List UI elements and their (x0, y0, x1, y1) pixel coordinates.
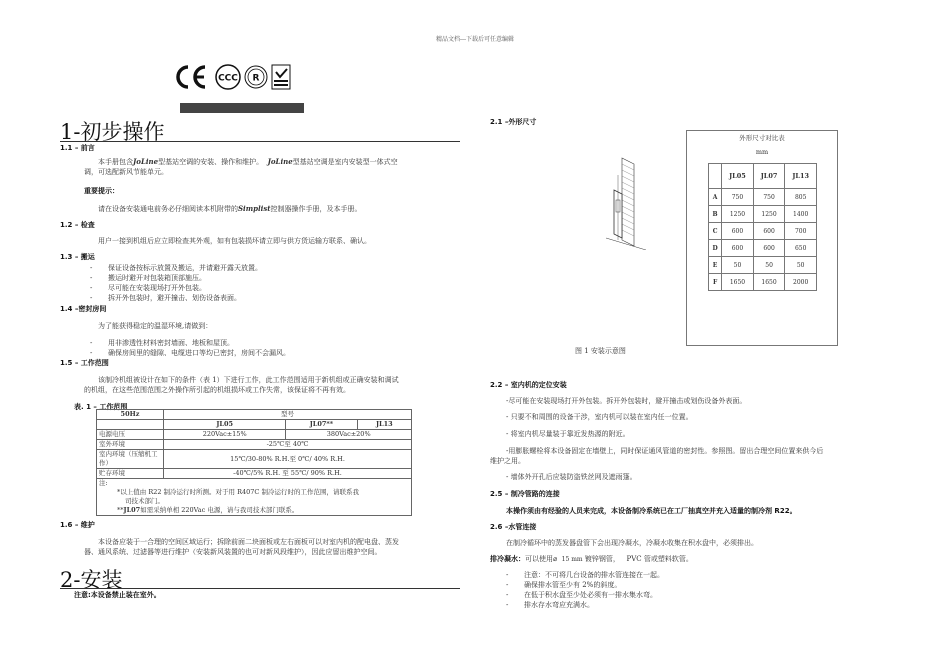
registered-mark-logo (245, 66, 267, 88)
page-title: 1-初步操作 (60, 120, 165, 144)
list-item: - 确保房间里的缝隙、电缆进口等均已密封，房间不会漏风。 (90, 348, 450, 358)
brand-name: JoLine (133, 157, 159, 166)
heading-rule (60, 141, 460, 142)
table-cell: 380Vac±20% (286, 430, 412, 440)
certification-logos (172, 62, 312, 92)
svg-text:CCC: CCC (218, 73, 238, 84)
table-cell: 750 (753, 189, 785, 206)
logo-strip (172, 62, 312, 92)
table-cell: 220Vac±15% (164, 430, 286, 440)
note-2-text: 如需采纳单相 220Vac 电源，请与我司技术部门联系。 (140, 506, 299, 514)
section-2-5-text: 本操作须由有经验的人员来完成，本设备制冷系统已在工厂抽真空并充入适量的制冷剂 R22。 (506, 507, 797, 515)
section-2-1-title: 2.1 –外形尺寸 (490, 118, 537, 126)
section-2-6-text: 在制冷循环中的蒸发器盘管下会出现冷凝水，冷凝水收集在积水盘中，必须排出。 (506, 539, 758, 547)
list-item: - 确保排水管至少有 2%的斜度。 (506, 580, 886, 590)
intro-text-b: 型基站空调的安装、操作和维护。 (158, 158, 264, 166)
working-range-table (96, 409, 412, 516)
ccc-mark-logo (216, 65, 240, 89)
section-2-2-title: 2.2 – 室内机的定位安装 (490, 381, 567, 389)
section-1-2-title: 1.2 – 检查 (60, 221, 95, 229)
table-cell (709, 164, 722, 189)
drain-size: 15 mm (561, 556, 583, 563)
intro-text-c: 型基站空调是室内安装型一体式空 (292, 158, 398, 166)
installation-figure (596, 150, 656, 250)
table-row (97, 420, 412, 430)
table-cell: 50 (785, 257, 817, 274)
list-item: - 用非渗透性材料密封墙面、地板和屋顶。 (90, 338, 450, 348)
table-cell: -25℃至 40℃ (164, 440, 412, 450)
table-cell (97, 420, 164, 430)
table-cell: 1250 (753, 206, 785, 223)
section-2-title: 2-安装 (60, 568, 123, 592)
important-notice-label: 重要提示： (84, 187, 119, 195)
table-cell: 1650 (722, 274, 754, 291)
table-cell: 1400 (785, 206, 817, 223)
table-cell: 1650 (753, 274, 785, 291)
brand-name-2: JoLine (267, 157, 293, 166)
install-warning: 注意:本设备禁止装在室外。 (74, 591, 161, 599)
note-2-model: JL07 (123, 506, 141, 514)
section-1-4-intro: 为了能获得稳定的温湿环境,请做到： (98, 322, 213, 330)
table-cell: 1250 (722, 206, 754, 223)
list-item: - 排水存水弯应充满水。 (506, 600, 886, 610)
table-cell: JL07 (753, 164, 785, 189)
table-cell: -40℃/5% R.H. 至 55℃/ 90% R.H. (164, 469, 412, 479)
table-row (709, 189, 817, 206)
table-cell: 600 (722, 240, 754, 257)
section-1-1-text (98, 157, 463, 167)
drain-line (490, 554, 890, 565)
section-1-5-text-2: 的机组，在这些范围范围之外操作所引起的机组损坏或工作失常，该保证将不再有效。 (84, 386, 350, 394)
note-1-cont: 司技术部门。 (125, 497, 164, 505)
table-row (709, 274, 817, 291)
controller-brand: Simplist (238, 204, 271, 213)
table-row (97, 450, 412, 469)
important-notice-text (98, 204, 463, 214)
table-row (709, 164, 817, 189)
table-cell: 贮存环境 (97, 469, 164, 479)
table-cell: JL05 (164, 420, 286, 430)
table-cell: 600 (753, 223, 785, 240)
section-1-4-title: 1.4 –密封房间 (60, 305, 107, 313)
table-cell: 50 (753, 257, 785, 274)
section-1-5-title: 1.5 – 工作范围 (60, 359, 109, 367)
table-1-caption: 表. 1 – 工作范围 (74, 403, 128, 411)
table-cell: B (709, 206, 722, 223)
section-2-2-line-1: -尽可能在安装现场打开外包装。拆开外包装时，避开撞击或划伤设备外表面。 (506, 397, 747, 405)
section-1-3-title: 1.3 – 搬运 (60, 253, 95, 261)
notice-text-b: 控制器操作手册，及本手册。 (270, 205, 362, 213)
section-2-2-line-4: -用膨胀螺栓将本设备固定在墙壁上，同时保证通风管道的密封性。参照图。留出合理空间位置来供今后 (506, 447, 824, 455)
section-2-2-line-3: - 将室内机尽量装于靠近发热源的附近。 (506, 430, 630, 438)
dimension-unit: mm (755, 148, 769, 156)
section-1-5-text-1: 该制冷机组被设计在如下的条件（表 1）下进行工作，此工作范围适用于新机组或正确安装和调试 (98, 376, 399, 384)
table-cell: F (709, 274, 722, 291)
section-1-1-text-line2: 调，可选配新风节能单元。 (84, 168, 168, 176)
table-cell: C (709, 223, 722, 240)
pipe-diameter-icon: ⌀ (553, 555, 558, 563)
table-cell: 50 (722, 257, 754, 274)
table-cell: 电源电压 (97, 430, 164, 440)
table-row (709, 257, 817, 274)
page-watermark: 精品文档---下载后可任意编辑 (435, 36, 515, 43)
section-2-2-line-2: - 只要不和周围的设备干涉，室内机可以装在室内任一位置。 (506, 413, 693, 421)
list-item: - 注意：不可将几台设备的排水管连接在一起。 (506, 570, 886, 580)
section-1-6-title: 1.6 – 维护 (60, 521, 95, 529)
intro-text-a: 本手册包含 (98, 158, 133, 166)
note-label: 注: (99, 479, 108, 487)
list-item: - 保证设备按标示放置及搬运，并请避开露天放置。 (90, 263, 450, 273)
dimension-table-title: 外形尺寸对比表 (739, 134, 785, 142)
table-cell: 室外环境 (97, 440, 164, 450)
list-item: - 搬运时避开对包装箱顶部施压。 (90, 273, 450, 283)
svg-text:R: R (252, 73, 260, 84)
list-item: - 在低于积水盘至少处必须有一排水集水弯。 (506, 590, 886, 600)
unit-sketch (596, 150, 656, 250)
drain-notes-list (506, 570, 886, 610)
note-2 (99, 506, 409, 515)
dimension-box (686, 130, 838, 346)
table-cell: E (709, 257, 722, 274)
table-notes-cell (97, 479, 412, 516)
table-cell: 650 (785, 240, 817, 257)
table-row (97, 410, 412, 420)
logo-caption-bar (180, 103, 304, 113)
section-2-5-title: 2.5 – 制冷管路的连接 (490, 490, 560, 498)
section-2-2-line-4-cont: 维护之用。 (490, 457, 525, 465)
list-item: - 拆开外包装时，避开撞击、划伤设备表面。 (90, 293, 450, 303)
section-1-6-text-2: 器、通风系统、过滤器等进行维护（安装新风装置的也可对新风段维护），因此应留出维护空间。 (84, 548, 382, 556)
table-cell: JL07** (286, 420, 357, 430)
table-cell: JL13 (785, 164, 817, 189)
list-item: - 尽可能在安装现场打开外包装。 (90, 283, 450, 293)
table-row (709, 240, 817, 257)
table-cell: A (709, 189, 722, 206)
notice-text-a: 请在设备安装通电前务必仔细阅读本机附带的 (98, 205, 238, 213)
table-cell: JL05 (722, 164, 754, 189)
table-cell: 2000 (785, 274, 817, 291)
table-row (97, 440, 412, 450)
table-cell: D (709, 240, 722, 257)
section-2-2-line-5: - 墙体外开孔后应装防盗铁丝网及遮雨篷。 (506, 473, 637, 481)
drain-text-2: 镀锌钢管， (584, 555, 620, 563)
table-cell: 750 (722, 189, 754, 206)
drain-text-3: PVC 管或塑料软管。 (626, 555, 693, 563)
table-cell: 700 (785, 223, 817, 240)
table-row (709, 223, 817, 240)
dimension-table (708, 163, 817, 291)
table-cell: 805 (785, 189, 817, 206)
section-1-6-text-1: 本设备应装于一合理的空间区域运行；拆除前面二块面板或左右面板可以对室内机的配电盘、蒸发 (98, 538, 399, 546)
section-2-6-title: 2.6 –水管连接 (490, 523, 537, 531)
heading-rule-2 (60, 588, 460, 589)
ce-mark-logo (178, 67, 205, 87)
drain-text: 可以使用 (525, 555, 553, 563)
table-row (97, 479, 412, 516)
table-row (97, 430, 412, 440)
table-cell: 15℃/30-80% R.H.至 0℃/ 40% R.H. (164, 450, 412, 469)
drain-label: 排冷凝水： (490, 555, 525, 563)
ukas-mark-logo (272, 65, 290, 89)
handling-list (90, 263, 450, 303)
table-cell: 50Hz (97, 410, 164, 420)
table-cell: JL13 (357, 420, 411, 430)
table-cell: 室内环境（压缩机工作） (97, 450, 164, 469)
table-row (709, 206, 817, 223)
table-cell: 600 (722, 223, 754, 240)
sealing-list (90, 338, 450, 358)
table-cell: 型号 (164, 410, 412, 420)
note-1: *以上值由 R22 制冷运行时所测。对于用 R407C 制冷运行时的工作范围，请联系我 (117, 488, 359, 496)
table-row (97, 469, 412, 479)
section-1-1-title: 1.1 – 前言 (60, 144, 95, 152)
note-2-mark: ** (117, 506, 124, 514)
table-cell: 600 (753, 240, 785, 257)
figure-caption: 图 1 安装示意图 (575, 347, 626, 355)
section-1-2-text: 用户一接到机组后应立即检查其外观，如有包装损坏请立即与供方货运输方联系、确认。 (98, 237, 371, 245)
